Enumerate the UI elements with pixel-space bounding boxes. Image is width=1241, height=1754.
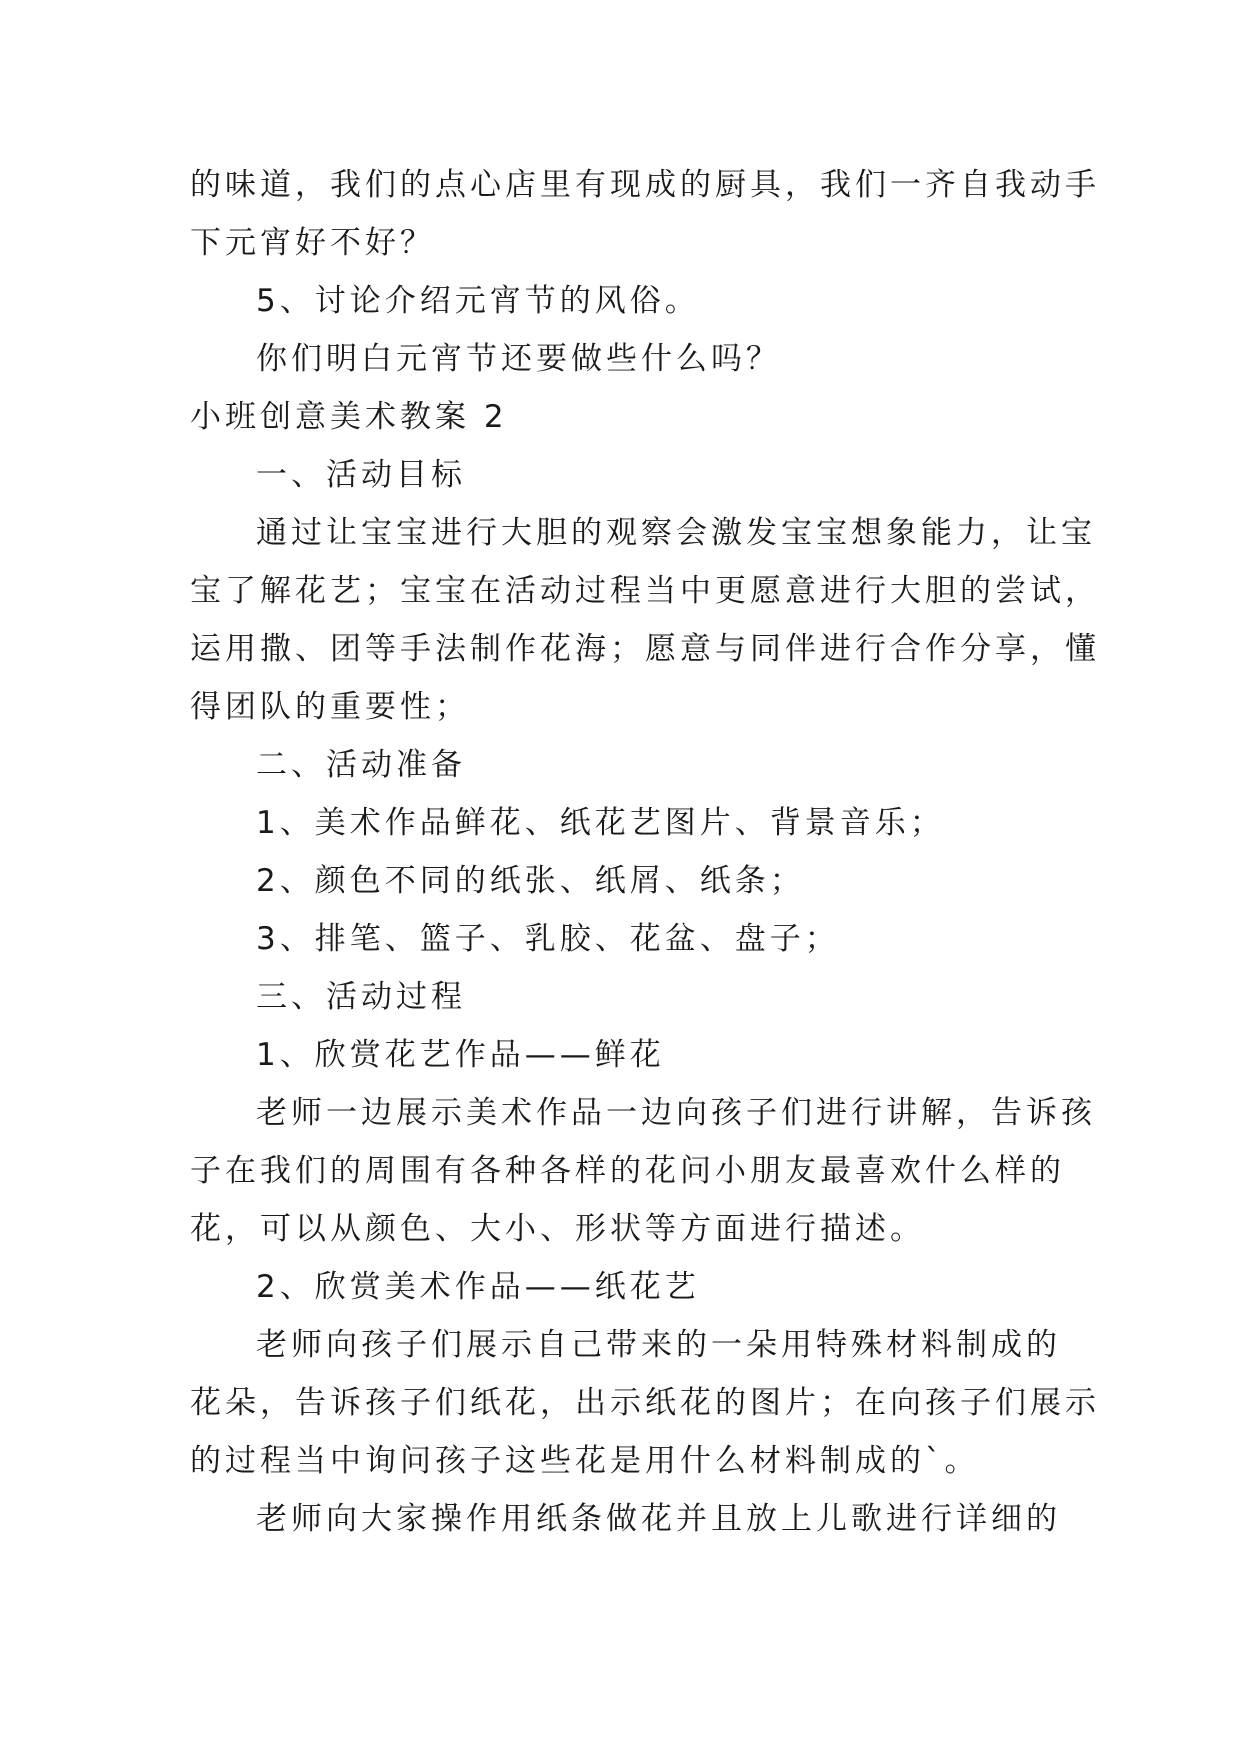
text-line-17: 老师一边展示美术作品一边向孩子们进行讲解，告诉孩 <box>256 1095 1096 1131</box>
section-title: 小班创意美术教案 2 <box>190 399 508 435</box>
text-line-22: 花朵，告诉孩子们纸花，出示纸花的图片；在向孩子们展示 <box>190 1385 1100 1421</box>
list-item-1: 1、美术作品鲜花、纸花艺图片、背景音乐； <box>256 805 945 841</box>
subheading-preparation: 二、活动准备 <box>256 747 466 783</box>
list-item-2: 2、颜色不同的纸张、纸屑、纸条； <box>256 863 805 899</box>
step-1-title: 1、欣赏花艺作品——鲜花 <box>256 1037 665 1073</box>
text-line-3: 5、讨论介绍元宵节的风俗。 <box>256 283 700 319</box>
text-line-18: 子在我们的周围有各种各样的花问小朋友最喜欢什么样的 <box>190 1153 1065 1189</box>
text-line-4: 你们明白元宵节还要做些什么吗？ <box>256 341 781 377</box>
text-line-19: 花，可以从颜色、大小、形状等方面进行描述。 <box>190 1211 925 1247</box>
text-line-10: 得团队的重要性； <box>190 689 470 725</box>
text-line-1: 的味道，我们的点心店里有现成的厨具，我们一齐自我动手 <box>190 167 1100 203</box>
text-line-9: 运用撒、团等手法制作花海；愿意与同伴进行合作分享，懂 <box>190 631 1100 667</box>
list-item-3: 3、排笔、篮子、乳胶、花盆、盘子； <box>256 921 840 957</box>
text-line-24: 老师向大家操作用纸条做花并且放上儿歌进行详细的 <box>256 1501 1061 1537</box>
text-line-21: 老师向孩子们展示自己带来的一朵用特殊材料制成的 <box>256 1327 1061 1363</box>
step-2-title: 2、欣赏美术作品——纸花艺 <box>256 1269 700 1305</box>
text-line-8: 宝了解花艺；宝宝在活动过程当中更愿意进行大胆的尝试， <box>190 573 1100 609</box>
text-line-2: 下元宵好不好？ <box>190 225 435 261</box>
text-line-23: 的过程当中询问孩子这些花是用什么材料制成的`。 <box>190 1443 980 1479</box>
subheading-process: 三、活动过程 <box>256 979 466 1015</box>
subheading-goals: 一、活动目标 <box>256 457 466 493</box>
text-line-7: 通过让宝宝进行大胆的观察会激发宝宝想象能力，让宝 <box>256 515 1096 551</box>
